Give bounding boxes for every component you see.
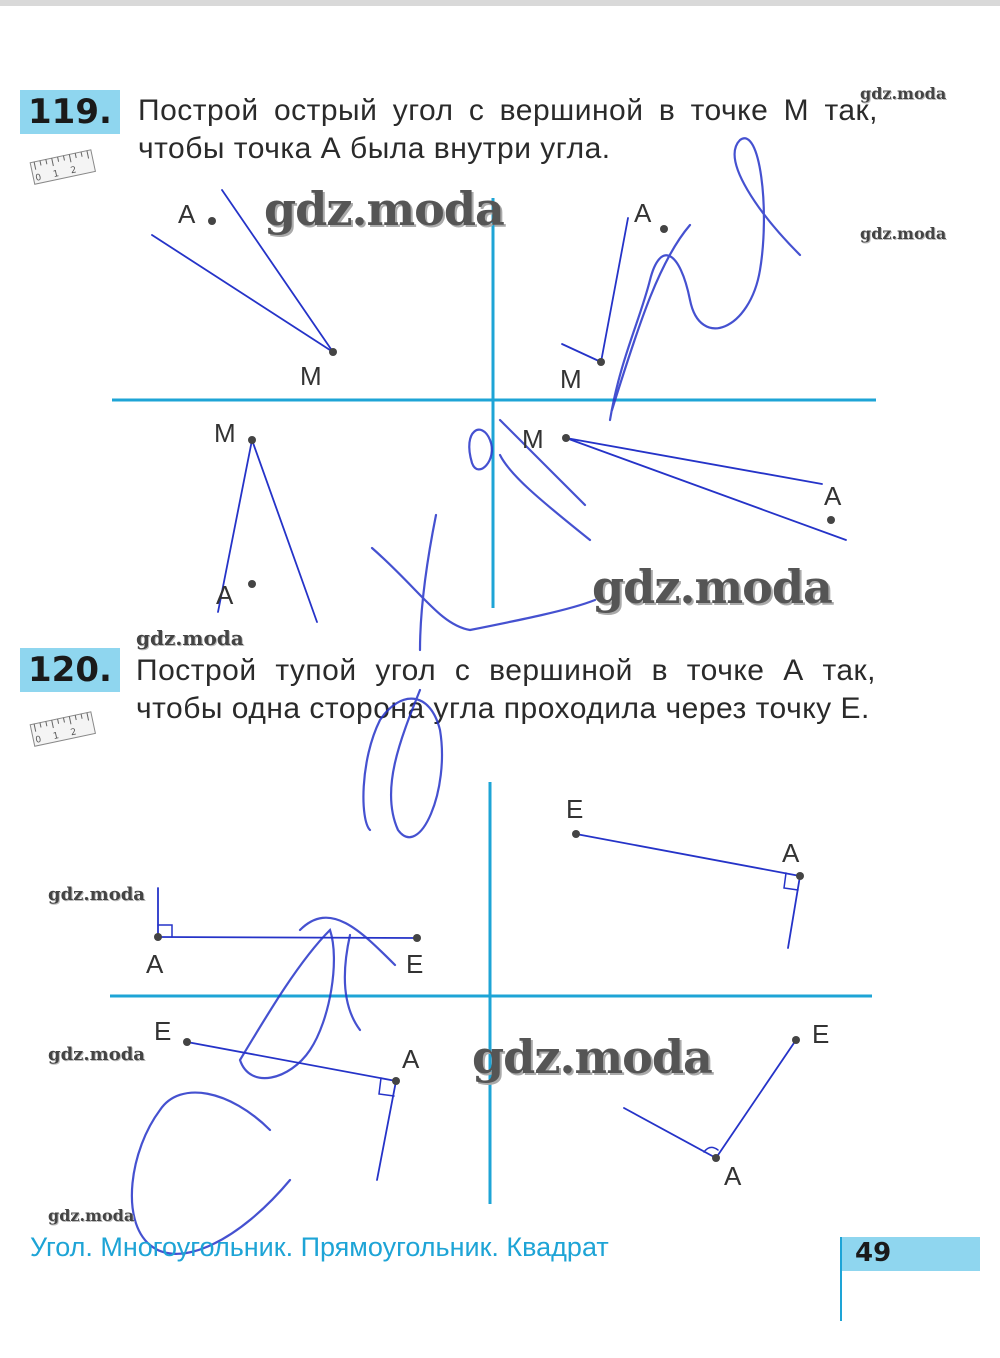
label-a: А	[724, 1161, 742, 1191]
watermark: gdz.moda	[592, 560, 832, 614]
ruler-tick-0: 0	[34, 172, 43, 184]
watermark: gdz.moda	[48, 1206, 135, 1225]
label-a: А	[216, 580, 234, 610]
ink-scribble	[132, 138, 800, 1254]
task-119-number: 119.	[20, 90, 120, 134]
ruler-tick-2: 2	[69, 165, 78, 177]
ruler-tick-0: 0	[34, 734, 43, 746]
watermark: gdz.moda	[48, 884, 145, 905]
task-119-text: Построй острый угол с вершиной в точке М так, чтобы точка А была внутри угла.	[138, 94, 878, 165]
label-a: А	[178, 199, 196, 229]
label-e: Е	[812, 1019, 830, 1049]
watermark: gdz.moda	[860, 224, 947, 243]
label-e: Е	[406, 949, 424, 979]
watermark: gdz.moda	[860, 84, 947, 103]
label-m: М	[560, 364, 582, 394]
label-m: М	[214, 418, 236, 448]
watermark: gdz.moda	[48, 1044, 145, 1065]
page-number-rule	[840, 1237, 842, 1321]
watermark: gdz.moda	[136, 626, 244, 650]
ruler-tick-1: 1	[52, 731, 60, 743]
label-e: Е	[154, 1016, 172, 1046]
page-number: 49	[855, 1238, 892, 1268]
label-a: А	[146, 949, 164, 979]
label-a: А	[782, 838, 800, 868]
watermark: gdz.moda	[472, 1030, 712, 1084]
label-m: М	[300, 361, 322, 391]
label-e: Е	[566, 794, 584, 824]
ruler-tick-1: 1	[52, 169, 60, 181]
watermark: gdz.moda	[264, 182, 504, 236]
label-a: А	[824, 481, 842, 511]
task-120-number: 120.	[20, 648, 120, 692]
label-m: М	[522, 424, 544, 454]
label-a: А	[402, 1044, 420, 1074]
ruler-tick-2: 2	[69, 727, 78, 739]
footer-chapter-title: Угол. Многоугольник. Прямоугольник. Квадрат	[30, 1232, 609, 1262]
task-120-text: Построй тупой угол с вершиной в точке А так, чтобы одна сторона угла проходила через точку Е.	[136, 654, 876, 725]
label-a: А	[634, 198, 652, 228]
